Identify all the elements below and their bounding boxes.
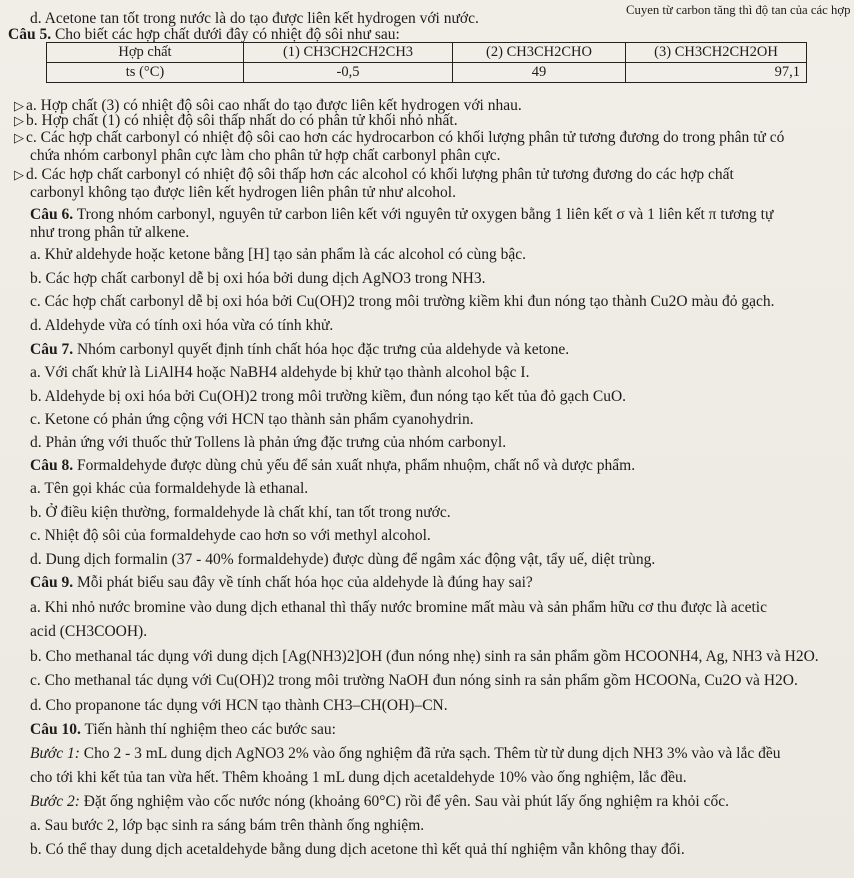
- q9-heading: [30, 573, 533, 592]
- table-row: [47, 63, 807, 83]
- q7-title: Câu 7.: [30, 341, 74, 358]
- q5-intro: Cho biết các hợp chất dưới đây có nhiệt độ sôi như sau:: [54, 26, 400, 43]
- q9-option-a: a. Khi nhỏ nước bromine vào dung dịch ethanal thì thấy nước bromine mất màu và sản phẩm hữu cơ thu được là acetic: [30, 599, 767, 616]
- q10-step1-cont: cho tới khi kết tủa tan vừa hết. Thêm khoảng 1 mL dung dịch acetaldehyde 10% vào ống nghiệm, lắc đều.: [30, 769, 687, 786]
- q5-title: Câu 5.: [8, 26, 52, 43]
- q8-heading: [30, 456, 635, 475]
- q9-option-b: b. Cho methanal tác dụng với dung dịch [Ag(NH3)2]OH (đun nóng nhẹ) sinh ra sản phẩm gồm HCOONH4, Ag, NH3 và H2O.: [30, 648, 819, 665]
- q9-title: Câu 9.: [30, 574, 74, 591]
- q5-option-c-cont: chứa nhóm carbonyl phân cực làm cho phân tử hợp chất carbonyl phân cực.: [30, 147, 501, 164]
- q6-text-cont: như trong phân tử alkene.: [30, 224, 190, 241]
- q10-heading: [30, 720, 336, 739]
- step1-text: Cho 2 - 3 mL dung dịch AgNO3 2% vào ống nghiệm đã rửa sạch. Thêm từ từ dung dịch NH3 3% vào và lắc đều: [83, 745, 781, 762]
- q6-option-b: b. Các hợp chất carbonyl dễ bị oxi hóa bởi dung dịch AgNO3 trong NH3.: [30, 270, 486, 287]
- q7-option-b: b. Aldehyde bị oxi hóa bởi Cu(OH)2 trong môi trường kiềm, đun nóng tạo kết tủa đỏ gạch CuO.: [30, 388, 627, 405]
- q8-text: Formaldehyde được dùng chủ yếu để sản xuất nhựa, phẩm nhuộm, chất nổ và dược phẩm.: [76, 457, 636, 474]
- q8-title: Câu 8.: [30, 457, 74, 474]
- table-row: [47, 43, 807, 63]
- q5-option-b: ▷ b. Hợp chất (1) có nhiệt độ sôi thấp nhất do có phân tử khối nhỏ nhất.: [14, 112, 458, 129]
- table-cell: (1) CH3CH2CH2CH3: [244, 43, 453, 63]
- q5-option-d-cont: carbonyl không tạo được liên kết hydrogen liên phân tử như alcohol.: [30, 184, 456, 201]
- q6-option-a: a. Khử aldehyde hoặc ketone bằng [H] tạo sản phẩm là các alcohol có cùng bậc.: [30, 246, 527, 263]
- q10-option-b: b. Có thể thay dung dịch acetaldehyde bằng dung dịch acetone thì kết quả thí nghiệm vẫn không thay đổi.: [30, 841, 685, 858]
- q10-text: Tiến hành thí nghiệm theo các bước sau:: [84, 721, 336, 738]
- step1-label: Bước 1:: [30, 745, 80, 762]
- q5-option-d: ▷ d. Các hợp chất carbonyl có nhiệt độ sôi thấp hơn các alcohol có khối lượng phân tử tương đương do các hợp chất: [14, 166, 734, 183]
- q9-option-a-cont: acid (CH3COOH).: [30, 623, 148, 640]
- q6-option-d: d. Aldehyde vừa có tính oxi hóa vừa có tính khử.: [30, 317, 334, 334]
- table-cell: -0,5: [244, 63, 453, 83]
- q8-option-a: a. Tên gọi khác của formaldehyde là ethanal.: [30, 480, 309, 497]
- q7-option-c: c. Ketone có phản ứng cộng với HCN tạo thành sản phẩm cyanohydrin.: [30, 411, 474, 428]
- q8-option-b: b. Ở điều kiện thường, formaldehyde là chất khí, tan tốt trong nước.: [30, 504, 451, 521]
- q9-option-c: c. Cho methanal tác dụng với Cu(OH)2 trong môi trường NaOH đun nóng sinh ra sản phẩm gồm HCOONa, Cu2O và H2O.: [30, 672, 798, 689]
- table-cell: (3) CH3CH2CH2OH: [626, 43, 807, 63]
- q7-heading: [30, 340, 569, 359]
- q10-title: Câu 10.: [30, 721, 81, 738]
- table-cell: 49: [453, 63, 626, 83]
- q5-option-c: ▷ c. Các hợp chất carbonyl có nhiệt độ sôi cao hơn các hydrocarbon có khối lượng phân tử tương đương do trong phân tử có: [14, 129, 785, 146]
- q6-text: Trong nhóm carbonyl, nguyên tử carbon liên kết với nguyên tử oxygen bằng 1 liên kết σ và 1 liên kết π tương tự: [76, 206, 774, 223]
- table-cell: 97,1: [626, 63, 807, 83]
- q9-text: Mỗi phát biểu sau đây về tính chất hóa học của aldehyde là đúng hay sai?: [76, 574, 533, 591]
- q6-heading: [30, 205, 773, 224]
- q8-option-c: c. Nhiệt độ sôi của formaldehyde cao hơn so với methyl alcohol.: [30, 527, 431, 544]
- q5-option-a: ▷ a. Hợp chất (3) có nhiệt độ sôi cao nhất do tạo được liên kết hydrogen với nhau.: [14, 97, 522, 114]
- q10-option-a: a. Sau bước 2, lớp bạc sinh ra sáng bám trên thành ống nghiệm.: [30, 817, 425, 834]
- q4-option-d: d. Acetone tan tốt trong nước là do tạo được liên kết hydrogen với nước.: [30, 10, 479, 27]
- q7-option-a: a. Với chất khử là LiAlH4 hoặc NaBH4 aldehyde bị khử tạo thành alcohol bậc I.: [30, 364, 530, 381]
- boiling-point-table: [46, 42, 807, 83]
- q10-step2: [30, 792, 729, 811]
- q9-option-d: d. Cho propanone tác dụng với HCN tạo thành CH3–CH(OH)–CN.: [30, 697, 448, 714]
- header-fragment: Cuyen từ carbon tăng thì độ tan của các hợp: [626, 2, 851, 17]
- q6-option-c: c. Các hợp chất carbonyl dễ bị oxi hóa bởi Cu(OH)2 trong môi trường kiềm khi đun nóng tạo thành Cu2O màu đỏ gạch.: [30, 293, 775, 310]
- q8-option-d: d. Dung dịch formalin (37 - 40% formaldehyde) được dùng để ngâm xác động vật, tẩy uế, diệt trùng.: [30, 551, 656, 568]
- q10-step1: [30, 744, 781, 763]
- step2-text: Đặt ống nghiệm vào cốc nước nóng (khoảng 60°C) rồi để yên. Sau vài phút lấy ống nghiệm ra khỏi cốc.: [83, 793, 729, 810]
- q7-text: Nhóm carbonyl quyết định tính chất hóa học đặc trưng của aldehyde và ketone.: [76, 341, 570, 358]
- table-cell: ts (°C): [47, 63, 244, 83]
- step2-label: Bước 2:: [30, 793, 80, 810]
- table-cell: Hợp chất: [47, 43, 244, 63]
- table-cell: (2) CH3CH2CHO: [453, 43, 626, 63]
- q7-option-d: d. Phản ứng với thuốc thử Tollens là phản ứng đặc trưng của nhóm carbonyl.: [30, 434, 507, 451]
- q6-title: Câu 6.: [30, 206, 74, 223]
